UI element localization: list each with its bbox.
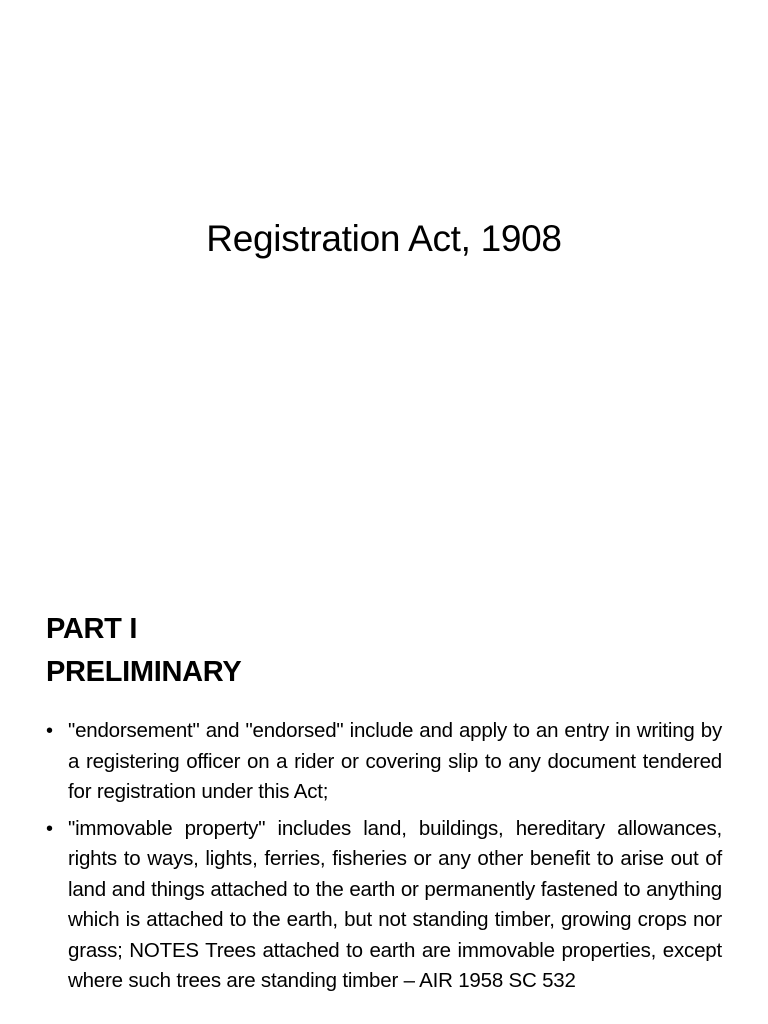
list-item <box>46 814 722 997</box>
bullet-list <box>46 716 722 1003</box>
bullet-text: "endorsement" and "endorsed" include and apply to an entry in writing by a registering officer on a rider or covering slip to any document tendered for registration under this Act; <box>68 719 722 803</box>
bullet-marker: • <box>46 720 54 742</box>
bullet-text: "immovable property" includes land, buildings, hereditary allowances, rights to ways, lights, ferries, fisheries or any other benefit to arise out of land and things attached to the earth or permanently fastened to anything which is attached to the earth, but not standing timber, growing crops nor grass; NOTES Trees attached to earth are immovable properties, except where such trees are standing timber – AIR 1958 SC 532 <box>68 816 722 992</box>
section-heading-text: PART I PRELIMINARY <box>46 613 242 688</box>
section-heading <box>46 608 241 694</box>
content-slide <box>0 576 768 1024</box>
list-item <box>46 716 722 808</box>
bullet-marker: • <box>46 817 54 840</box>
document-title: Registration Act, 1908 <box>206 218 562 259</box>
